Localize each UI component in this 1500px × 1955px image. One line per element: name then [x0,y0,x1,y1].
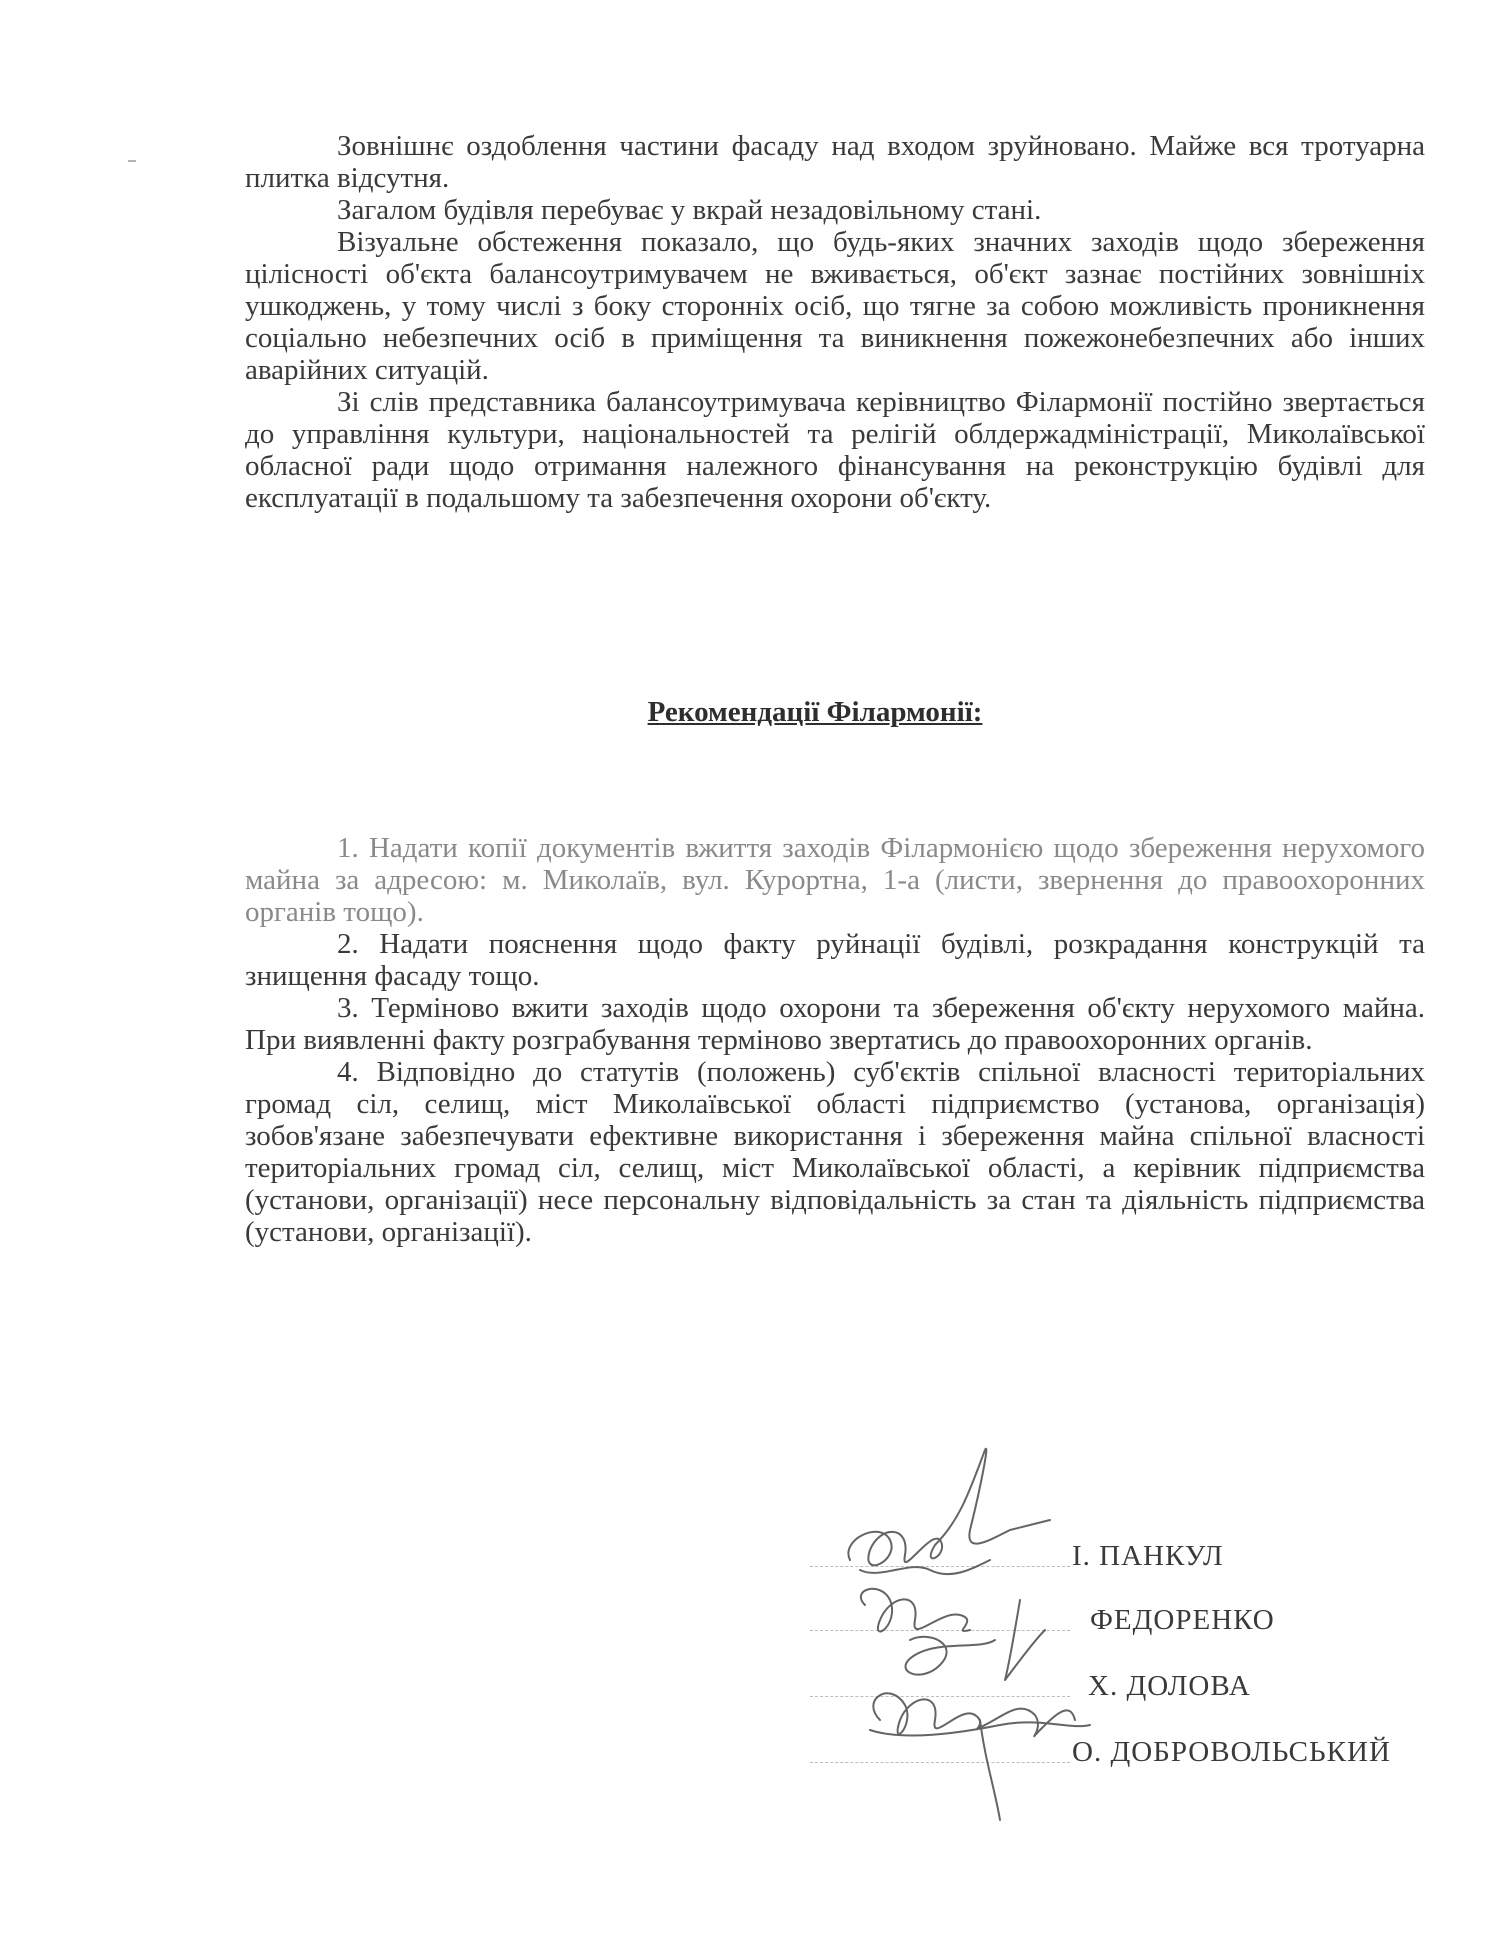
recommendation-item: 3. Терміново вжити заходів щодо охорони та збереження об'єкту нерухомого майна. При виявленні факту розграбування терміново звертатись до правоохоронних органів. [245,992,1425,1056]
recommendation-item: 1. Надати копії документів вжиття заходів Філармонією щодо збереження нерухомого майна за адресою: м. Миколаїв, вул. Курортна, 1-а (листи, звернення до правоохоронних органів тощо). [245,832,1425,928]
faded-stamp [185,1895,485,1955]
paragraph-inspection: Візуальне обстеження показало, що будь-яких значних заходів щодо збереження цілісності об'єкта балансоутримувачем не вживається, об'єкт зазнає постійних зовнішніх ушкоджень, у тому числі з боку сторонніх осіб, що тягне за собою можливість проникнення соціально небезпечних осіб в приміщення та виникнення пожежонебезпечних або інших аварійних ситуацій. [245,226,1425,386]
recommendation-item: 4. Відповідно до статутів (положень) суб'єктів спільної власності територіальних громад сіл, селищ, міст Миколаївської області підприємство (установа, організація) зобов'язане забезпечувати ефективне використання і збереження майна спільної власності територіальних громад сіл, селищ, міст Миколаївської області, а керівник підприємства (установи, організації) несе персональну відповідальність за стан та діяльність підприємства (установи, організації). [245,1056,1425,1248]
paragraph-condition: Загалом будівля перебуває у вкрай незадовільному стані. [337,194,1042,226]
signatory-name: О. ДОБРОВОЛЬСЬКИЙ [1072,1736,1391,1768]
handwritten-signatures [820,1430,1240,1850]
recommendation-item: 2. Надати пояснення щодо факту руйнації будівлі, розкрадання конструкцій та знищення фасаду тощо. [245,928,1425,992]
signatory-name: Х. ДОЛОВА [1088,1670,1251,1702]
paragraph-representative: Зі слів представника балансоутримувача керівництво Філармонії постійно звертається до управління культури, національностей та релігій облдержадміністрації, Миколаївської обласної ради щодо отримання належного фінансування на реконструкцію будівлі для експлуатації в подальшому та забезпечення охорони об'єкту. [245,386,1425,514]
paragraph-facade: Зовнішнє оздоблення частини фасаду над входом зруйновано. Майже вся тротуарна плитка відсутня. [245,130,1425,194]
body-text [245,130,1425,514]
margin-mark [128,160,136,162]
recommendations-heading: Рекомендації Філармонії: [647,696,983,728]
signatory-name: ФЕДОРЕНКО [1090,1604,1275,1636]
signatory-name: І. ПАНКУЛ [1072,1540,1224,1572]
recommendations-list [245,832,1425,1248]
